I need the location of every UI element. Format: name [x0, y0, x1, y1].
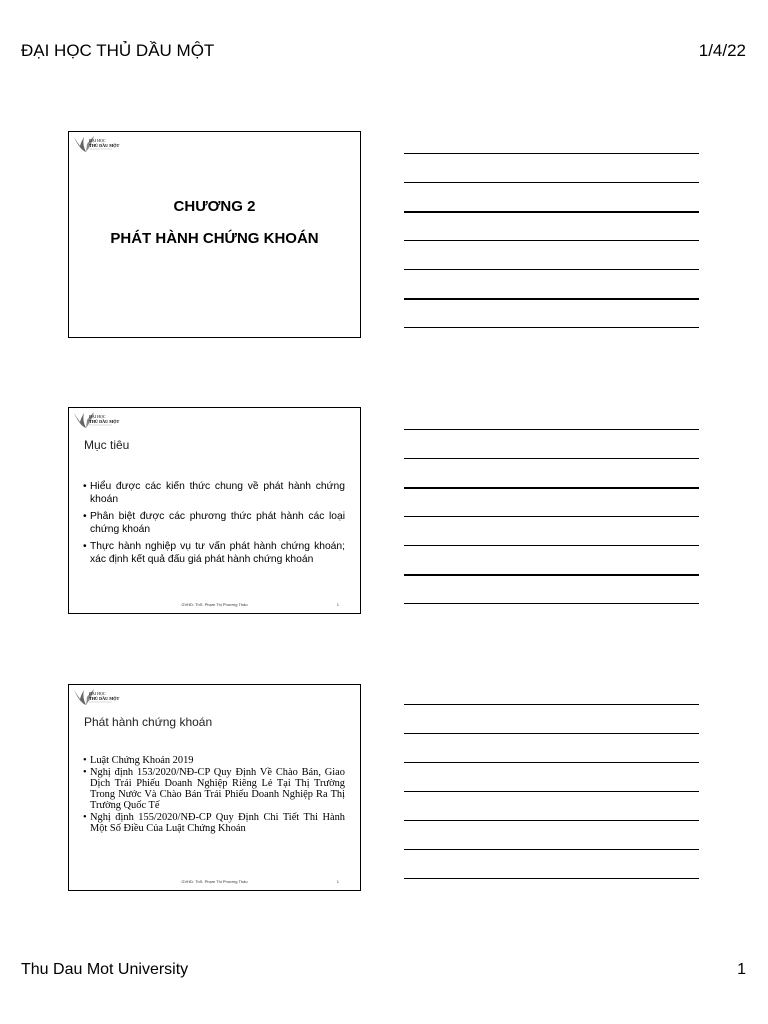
- note-line: [404, 516, 699, 517]
- slide-heading: Mục tiêu: [84, 438, 130, 452]
- header-title: ĐẠI HỌC THỦ DẦU MỘT: [21, 41, 215, 60]
- note-line: [404, 791, 699, 792]
- bullet-list: [84, 481, 345, 571]
- note-line: [404, 327, 699, 328]
- note-line: [404, 458, 699, 459]
- slide-number: 1: [336, 879, 339, 884]
- note-line: [404, 603, 699, 604]
- note-line: [404, 878, 699, 879]
- footer-page-number: 1: [737, 961, 746, 978]
- note-line: [404, 211, 699, 213]
- slide-heading: Phát hành chứng khoán: [84, 715, 213, 729]
- note-line: [404, 182, 699, 183]
- svg-text:ĐẠI HỌC: ĐẠI HỌC: [89, 691, 106, 696]
- slide-title-line2: PHÁT HÀNH CHỨNG KHOÁN: [110, 230, 319, 247]
- note-line: [404, 849, 699, 850]
- svg-text:ĐẠI HỌC: ĐẠI HỌC: [89, 138, 106, 143]
- note-line: [404, 298, 699, 300]
- bullet-list: [84, 755, 345, 835]
- bullet-item: • Nghị định 153/2020/NĐ-CP Quy Định Về Chào Bán, Giao Dịch Trái Phiếu Doanh Nghiệp Riêng Lẻ Tại Thị Trường Trong Nước Và Chào Bán Trái Phiếu Doanh Nghiệp Ra Thị Trường Quốc Tế: [84, 767, 345, 811]
- university-logo: [72, 134, 120, 158]
- note-line: [404, 240, 699, 241]
- note-line: [404, 733, 699, 734]
- svg-text:THỦ DẦU MỘT: THỦ DẦU MỘT: [89, 696, 120, 701]
- svg-text:THỦ DẦU MỘT: THỦ DẦU MỘT: [89, 419, 120, 424]
- note-line: [404, 762, 699, 763]
- note-line: [404, 574, 699, 576]
- bullet-item: • Luật Chứng Khoán 2019: [84, 755, 345, 766]
- note-line: [404, 429, 699, 430]
- bullet-item: • Hiểu được các kiến thức chung về phát hành chứng khoán: [84, 481, 345, 506]
- slide-footer: GVHD: ThS. Phạm Thị Phương Thảo: [181, 879, 248, 884]
- bullet-item: • Nghị định 155/2020/NĐ-CP Quy Định Chi Tiết Thi Hành Một Số Điều Của Luật Chứng Khoán: [84, 812, 345, 834]
- university-logo: [72, 410, 120, 434]
- note-line: [404, 487, 699, 489]
- slide-footer: GVHD: ThS. Phạm Thị Phương Thảo: [181, 602, 248, 607]
- slide-number: 1: [336, 602, 339, 607]
- note-line: [404, 545, 699, 546]
- footer-university: Thu Dau Mot University: [21, 961, 189, 978]
- bullet-item: • Thực hành nghiệp vụ tư vấn phát hành chứng khoán; xác định kết quả đấu giá phát hành chứng khoán: [84, 541, 345, 566]
- university-logo: [72, 687, 120, 711]
- slide-2: [68, 407, 361, 614]
- header-date: 1/4/22: [698, 41, 746, 60]
- note-line: [404, 153, 699, 154]
- svg-text:THỦ DẦU MỘT: THỦ DẦU MỘT: [89, 143, 120, 148]
- slide-title-line1: CHƯƠNG 2: [173, 198, 256, 215]
- slide-1: [68, 131, 361, 338]
- svg-text:ĐẠI HỌC: ĐẠI HỌC: [89, 414, 106, 419]
- slide-3: [68, 684, 361, 891]
- note-line: [404, 704, 699, 705]
- bullet-item: • Phân biệt được các phương thức phát hành các loại chứng khoán: [84, 511, 345, 536]
- note-line: [404, 820, 699, 821]
- note-line: [404, 269, 699, 270]
